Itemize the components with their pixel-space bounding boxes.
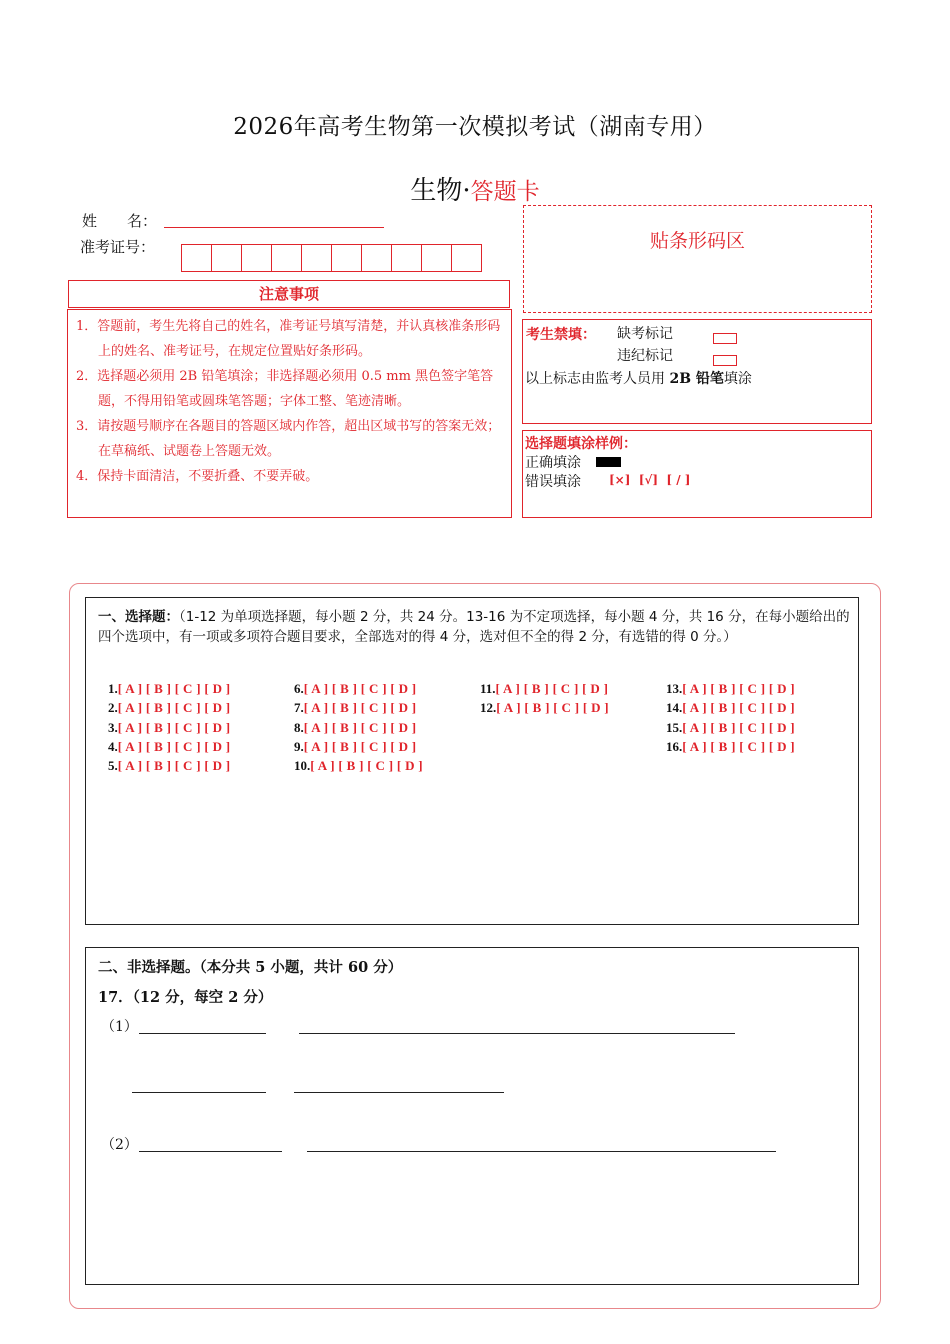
choice-row[interactable]	[108, 720, 230, 739]
question-17-heading: 17．（12 分，每空 2 分）	[98, 989, 273, 1006]
notice-box	[67, 309, 512, 518]
part-1-label: （1）	[101, 1019, 138, 1035]
absent-mark-box[interactable]	[713, 333, 737, 344]
choice-row[interactable]	[294, 758, 423, 777]
choice-row[interactable]	[108, 739, 230, 758]
question-number: 4.	[108, 738, 118, 754]
choice-row[interactable]	[108, 758, 230, 777]
forbidden-box	[522, 319, 872, 424]
choice-column-4	[666, 681, 795, 758]
answer-blank[interactable]	[294, 1091, 504, 1093]
question-number: 16.	[666, 738, 683, 754]
notice-title: 注意事项	[68, 280, 510, 308]
notice-item: 1．答题前，考生先将自己的姓名，准考证号填写清楚，并认真核准条形码上的姓名、准考证号，在规定位置贴好条形码。	[76, 319, 501, 359]
choice-column-1	[108, 681, 230, 777]
notice-item: 2．选择题必须用 2B 铅笔填涂；非选择题必须用 0.5 mm 黑色签字笔答题，不得用铅笔或圆珠笔答题；字体工整、笔迹清晰。	[76, 369, 494, 409]
choice-row[interactable]	[294, 681, 423, 700]
name-label: 姓 名：	[82, 212, 158, 230]
choice-row[interactable]	[108, 700, 230, 719]
question-number: 12.	[480, 700, 497, 716]
question-number: 6.	[294, 681, 304, 696]
id-digit-box[interactable]	[181, 244, 212, 272]
notice-item: 3．请按题号顺序在各题目的答题区域内作答，超出区域书写的答案无效；在草稿纸、试题卷上答题无效。	[76, 419, 501, 459]
violation-label: 违纪标记	[617, 348, 673, 364]
choice-options: [ A ] [ B ] [ C ] [ D ]	[682, 700, 795, 716]
question-number: 10.	[294, 758, 311, 774]
choice-options: [ A ] [ B ] [ C ] [ D ]	[303, 719, 417, 735]
id-digit-box[interactable]	[241, 244, 272, 272]
choice-row[interactable]	[294, 700, 423, 719]
answer-blank[interactable]	[307, 1150, 776, 1152]
question-number: 1.	[108, 681, 118, 696]
choice-row[interactable]	[480, 681, 609, 700]
id-digit-box[interactable]	[271, 244, 302, 272]
choice-options: [ A ] [ B ] [ C ] [ D ]	[117, 681, 231, 696]
choice-row[interactable]	[294, 720, 423, 739]
choice-column-2	[294, 681, 423, 777]
question-number: 8.	[294, 719, 304, 735]
question-number: 3.	[108, 719, 118, 735]
section-choice	[85, 597, 859, 925]
answer-blank[interactable]	[299, 1032, 735, 1034]
id-digit-box[interactable]	[451, 244, 482, 272]
choice-options: [ A ] [ B ] [ C ] [ D ]	[117, 738, 231, 754]
forbidden-note-suffix: 填涂	[723, 371, 752, 387]
notice-item: 4．保持卡面清洁，不要折叠、不要弄破。	[76, 469, 319, 484]
choice-column-3	[480, 681, 609, 720]
question-number: 5.	[108, 758, 118, 774]
choice-options: [ A ] [ B ] [ C ] [ D ]	[117, 719, 231, 735]
question-number: 7.	[294, 700, 304, 716]
question-number: 11.	[480, 681, 496, 696]
choice-row[interactable]	[480, 700, 609, 719]
forbidden-note-prefix: 以上标志由监考人员用	[525, 371, 670, 387]
choice-options: [ A ] [ B ] [ C ] [ D ]	[303, 738, 417, 754]
correct-fill-mark	[596, 457, 621, 467]
choice-options: [ A ] [ B ] [ C ] [ D ]	[682, 681, 795, 696]
id-digit-box[interactable]	[211, 244, 242, 272]
card-title	[0, 170, 950, 207]
answer-blank[interactable]	[132, 1091, 266, 1093]
sample-title: 选择题填涂样例：	[525, 436, 637, 452]
fill-sample-box	[522, 430, 872, 518]
card-title-sep: ·	[462, 176, 471, 206]
choice-options: [ A ] [ B ] [ C ] [ D ]	[303, 681, 417, 696]
question-number: 9.	[294, 738, 304, 754]
choice-row[interactable]	[108, 681, 230, 700]
violation-mark-box[interactable]	[713, 355, 737, 366]
section1-text: （1-12 为单项选择题，每小题 2 分，共 24 分。13-16 为不定项选择，每小题 4 分，共 16 分，在每小题给出的四个选项中，有一项或多项符合题目要求，全部选对的得 4 分，选对但不全的得 2 分，有选错的得 0 分。）	[98, 609, 850, 645]
choice-options: [ A ] [ B ] [ C ] [ D ]	[303, 700, 417, 716]
id-digit-box[interactable]	[361, 244, 392, 272]
forbidden-note	[525, 368, 752, 388]
choice-options: [ A ] [ B ] [ C ] [ D ]	[682, 719, 795, 735]
forbidden-note-bold: 2B 铅笔	[669, 371, 724, 387]
card-title-sub: 答题卡	[470, 179, 540, 205]
question-number: 14.	[666, 700, 683, 716]
choice-options: [ A ] [ B ] [ C ] [ D ]	[682, 738, 795, 754]
question-number: 15.	[666, 719, 683, 735]
sample-wrong-label: 错误填涂	[525, 474, 581, 490]
id-number-boxes	[181, 244, 481, 272]
id-digit-box[interactable]	[421, 244, 452, 272]
answer-blank[interactable]	[139, 1032, 266, 1034]
choice-row[interactable]	[666, 720, 795, 739]
question-number: 13.	[666, 681, 683, 696]
answer-blank[interactable]	[139, 1150, 282, 1152]
id-digit-box[interactable]	[331, 244, 362, 272]
section1-heading: 一、选择题：	[98, 609, 179, 625]
id-digit-box[interactable]	[301, 244, 332, 272]
forbidden-label: 考生禁填：	[526, 327, 596, 343]
choice-row[interactable]	[294, 739, 423, 758]
choice-options: [ A ] [ B ] [ C ] [ D ]	[310, 758, 423, 774]
section2-heading: 二、非选择题。（本分共 5 小题，共计 60 分）	[98, 959, 403, 976]
exam-title: 2026年高考生物第一次模拟考试（湖南专用）	[233, 114, 717, 140]
barcode-label: 贴条形码区	[649, 230, 745, 252]
name-field[interactable]	[164, 226, 384, 228]
choice-options: [ A ] [ B ] [ C ] [ D ]	[117, 758, 231, 774]
question-number: 2.	[108, 700, 118, 716]
wrong-fill-marks: [×] [√] [ / ]	[609, 473, 691, 487]
section-non-choice	[85, 947, 859, 1285]
part-2-label: （2）	[101, 1137, 138, 1153]
absent-label: 缺考标记	[617, 326, 673, 342]
choice-row[interactable]	[666, 681, 795, 700]
id-label: 准考证号：	[80, 238, 156, 256]
sample-correct-label: 正确填涂	[525, 455, 581, 471]
choice-options: [ A ] [ B ] [ C ] [ D ]	[495, 681, 609, 696]
id-digit-box[interactable]	[391, 244, 422, 272]
choice-row[interactable]	[666, 700, 795, 719]
choice-row[interactable]	[666, 739, 795, 758]
barcode-area	[523, 205, 872, 313]
choice-options: [ A ] [ B ] [ C ] [ D ]	[117, 700, 231, 716]
choice-options: [ A ] [ B ] [ C ] [ D ]	[496, 700, 609, 716]
section1-instructions	[98, 607, 850, 647]
card-title-main: 生物	[410, 176, 463, 206]
